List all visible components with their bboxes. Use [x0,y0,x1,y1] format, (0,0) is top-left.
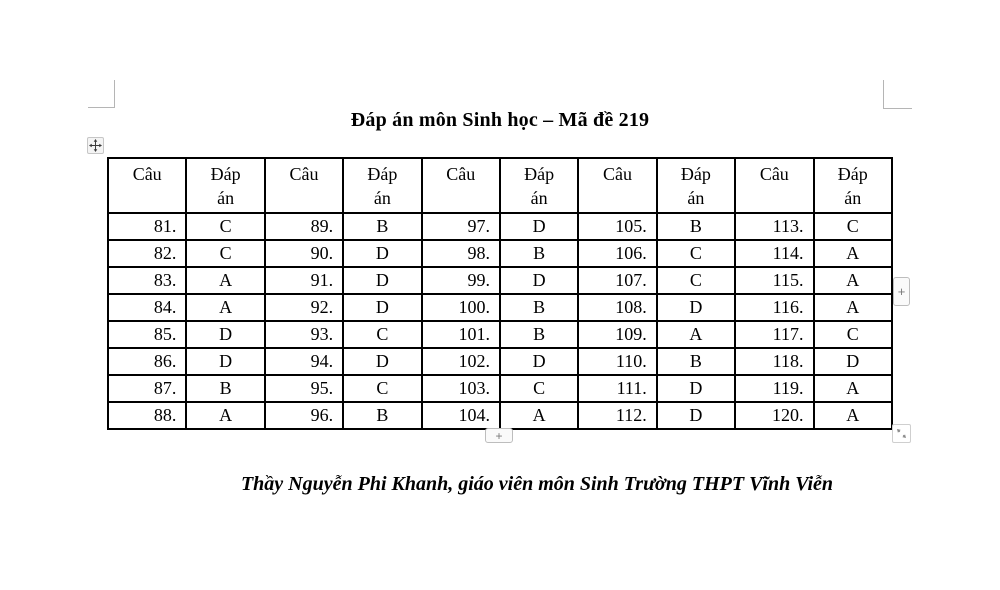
question-number-cell: 120. [735,402,813,429]
column-header-label: Câu [289,164,319,184]
insert-row-button[interactable] [485,428,513,443]
answer-cell: C [186,213,264,240]
column-header-label: Đáp án [680,164,711,208]
column-header-label: Đáp án [837,164,868,208]
answer-cell: A [814,294,892,321]
answer-cell: A [814,240,892,267]
question-number-cell: 82. [108,240,186,267]
column-header-question [735,158,813,213]
answer-cell: D [343,240,421,267]
answer-cell: A [814,375,892,402]
answer-cell: B [657,348,735,375]
credit-line: Thầy Nguyễn Phi Khanh, giáo viên môn Sinh Trường THPT Vĩnh Viễn [240,473,834,495]
question-number-cell: 92. [265,294,343,321]
question-number-cell: 81. [108,213,186,240]
table-row [108,348,892,375]
question-number-cell: 99. [422,267,500,294]
question-number-cell: 96. [265,402,343,429]
answer-cell: D [500,348,578,375]
question-number-cell: 100. [422,294,500,321]
column-header-label: Câu [446,164,476,184]
table-row [108,294,892,321]
answer-cell: B [657,213,735,240]
answer-table-body [108,213,892,429]
answer-cell: D [657,375,735,402]
answer-cell: D [657,294,735,321]
margin-mark-top-right [883,80,912,109]
column-header-question [422,158,500,213]
question-number-cell: 91. [265,267,343,294]
answer-cell: A [657,321,735,348]
question-number-cell: 112. [578,402,656,429]
question-number-cell: 88. [108,402,186,429]
answer-cell: D [343,267,421,294]
question-number-cell: 84. [108,294,186,321]
answer-cell: C [343,321,421,348]
question-number-cell: 93. [265,321,343,348]
column-header-answer [657,158,735,213]
column-header-label: Đáp án [367,164,398,208]
table-row [108,213,892,240]
question-number-cell: 104. [422,402,500,429]
table-row [108,267,892,294]
table-row [108,375,892,402]
answer-cell: B [500,240,578,267]
answer-cell: D [814,348,892,375]
question-number-cell: 108. [578,294,656,321]
answer-cell: C [814,321,892,348]
answer-cell: D [343,294,421,321]
insert-column-button[interactable] [893,277,910,306]
table-resize-handle[interactable] [892,424,911,443]
question-number-cell: 89. [265,213,343,240]
answer-cell: D [343,348,421,375]
column-header-question [108,158,186,213]
answer-cell: C [186,240,264,267]
question-number-cell: 113. [735,213,813,240]
plus-icon: + [495,428,503,443]
answer-table-head [108,158,892,213]
answer-cell: A [186,267,264,294]
column-header-label: Đáp án [210,164,241,208]
table-row [108,402,892,429]
question-number-cell: 101. [422,321,500,348]
question-number-cell: 109. [578,321,656,348]
question-number-cell: 103. [422,375,500,402]
answer-cell: B [500,321,578,348]
question-number-cell: 102. [422,348,500,375]
question-number-cell: 95. [265,375,343,402]
question-number-cell: 94. [265,348,343,375]
table-row [108,240,892,267]
question-number-cell: 97. [422,213,500,240]
column-header-label: Câu [759,164,789,184]
question-number-cell: 98. [422,240,500,267]
question-number-cell: 87. [108,375,186,402]
answer-cell: C [657,240,735,267]
page-title: Đáp án môn Sinh học – Mã đề 219 [350,109,650,131]
column-header-label: Đáp án [524,164,555,208]
column-header-label: Câu [132,164,162,184]
column-header-answer [500,158,578,213]
question-number-cell: 106. [578,240,656,267]
question-number-cell: 119. [735,375,813,402]
table-move-handle[interactable] [87,137,104,154]
answer-cell: A [186,294,264,321]
header-row [108,158,892,213]
column-header-answer [186,158,264,213]
answer-cell: C [500,375,578,402]
answer-cell: C [657,267,735,294]
answer-cell: C [814,213,892,240]
question-number-cell: 90. [265,240,343,267]
plus-icon: + [897,284,906,299]
answer-cell: D [186,348,264,375]
resize-diagonal-icon [895,427,908,440]
column-header-answer [814,158,892,213]
question-number-cell: 117. [735,321,813,348]
column-header-question [578,158,656,213]
question-number-cell: 111. [578,375,656,402]
table-row [108,321,892,348]
question-number-cell: 110. [578,348,656,375]
answer-cell: D [657,402,735,429]
move-icon [89,139,102,152]
question-number-cell: 116. [735,294,813,321]
column-header-answer [343,158,421,213]
answer-cell: C [343,375,421,402]
answer-cell: A [814,267,892,294]
answer-cell: B [343,213,421,240]
answer-cell: D [186,321,264,348]
margin-mark-top-left [88,80,115,108]
question-number-cell: 86. [108,348,186,375]
answer-cell: B [500,294,578,321]
question-number-cell: 114. [735,240,813,267]
question-number-cell: 85. [108,321,186,348]
answer-cell: B [343,402,421,429]
question-number-cell: 115. [735,267,813,294]
answer-cell: A [814,402,892,429]
question-number-cell: 105. [578,213,656,240]
answer-table [107,157,893,430]
answer-cell: A [186,402,264,429]
column-header-label: Câu [603,164,633,184]
question-number-cell: 118. [735,348,813,375]
answer-cell: D [500,267,578,294]
answer-cell: D [500,213,578,240]
answer-cell: A [500,402,578,429]
question-number-cell: 83. [108,267,186,294]
answer-cell: B [186,375,264,402]
question-number-cell: 107. [578,267,656,294]
column-header-question [265,158,343,213]
